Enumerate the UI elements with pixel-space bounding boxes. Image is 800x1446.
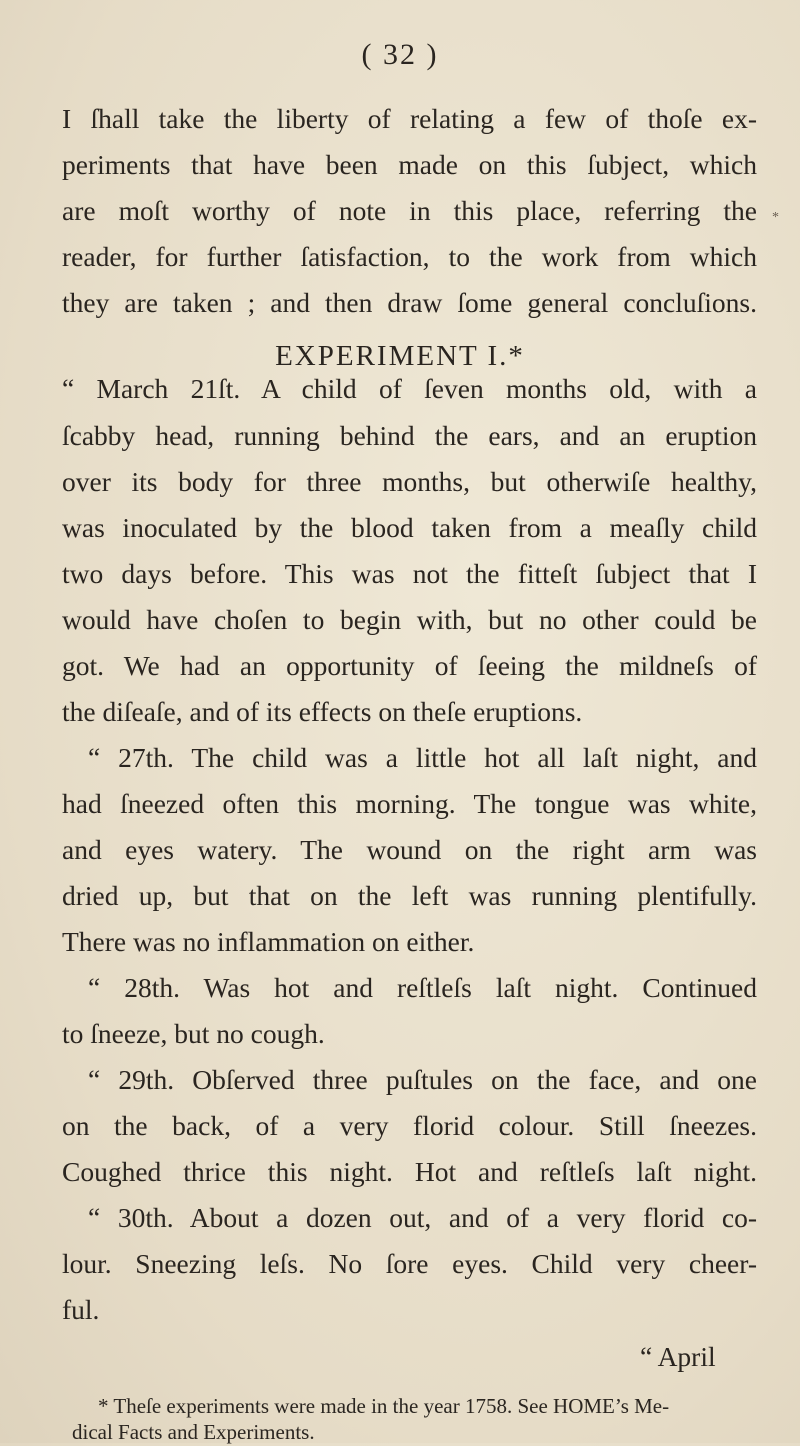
body-line: There was no inflammation on either. xyxy=(62,926,475,957)
body-line: had ſneezed often this morning. The tongue was white, xyxy=(62,788,757,819)
body-line: ful. xyxy=(62,1294,100,1325)
body-line: got. We had an opportunity of ſeeing the mildneſs of xyxy=(62,650,757,681)
intro-line: I ſhall take the liberty of relating a few of thoſe ex- xyxy=(62,103,757,134)
intro-line: are moſt worthy of note in this place, referring the xyxy=(62,195,757,226)
body-line: “ 30th. About a dozen out, and of a very florid co- xyxy=(88,1202,757,1233)
body-line: lour. Sneezing leſs. No ſore eyes. Child very cheer- xyxy=(62,1248,757,1279)
margin-mark: * xyxy=(772,210,779,225)
body-line: ſcabby head, running behind the ears, and an eruption xyxy=(62,420,757,451)
body-line: the diſeaſe, and of its effects on theſe eruptions. xyxy=(62,696,583,727)
body-line: on the back, of a very florid colour. Still ſneezes. xyxy=(62,1110,757,1141)
intro-line: they are taken ; and then draw ſome general concluſions. xyxy=(62,287,757,318)
body-line: over its body for three months, but otherwiſe healthy, xyxy=(62,466,757,497)
page-number-header: ( 32 ) xyxy=(361,38,439,71)
body-line: “ 29th. Obſerved three puſtules on the face, and one xyxy=(88,1064,757,1095)
footnote-line: dical Facts and Experiments. xyxy=(72,1420,315,1444)
body-line: would have choſen to begin with, but no other could be xyxy=(62,604,757,635)
body-line: and eyes watery. The wound on the right arm was xyxy=(62,834,757,865)
body-line: two days before. This was not the fitteſt ſubject that I xyxy=(62,558,757,589)
intro-line: periments that have been made on this ſubject, which xyxy=(62,149,757,180)
body-line: was inoculated by the blood taken from a meaſly child xyxy=(62,512,757,543)
intro-line: reader, for further ſatisfaction, to the work from which xyxy=(62,241,757,272)
experiment-heading: EXPERIMENT I.* xyxy=(275,340,525,372)
body-line: “ 28th. Was hot and reſtleſs laſt night. Continued xyxy=(88,972,757,1003)
body-line: Coughed thrice this night. Hot and reſtleſs laſt night. xyxy=(62,1156,757,1187)
footnote-line: * Theſe experiments were made in the year 1758. See HOME’s Me- xyxy=(98,1394,670,1418)
body-line: “ 27th. The child was a little hot all laſt night, and xyxy=(88,742,757,773)
body-line: “ March 21ſt. A child of ſeven months old, with a xyxy=(62,373,757,404)
body-line: to ſneeze, but no cough. xyxy=(62,1018,325,1049)
catchword: “ April xyxy=(640,1341,716,1372)
body-line: dried up, but that on the left was running plentifully. xyxy=(62,880,757,911)
